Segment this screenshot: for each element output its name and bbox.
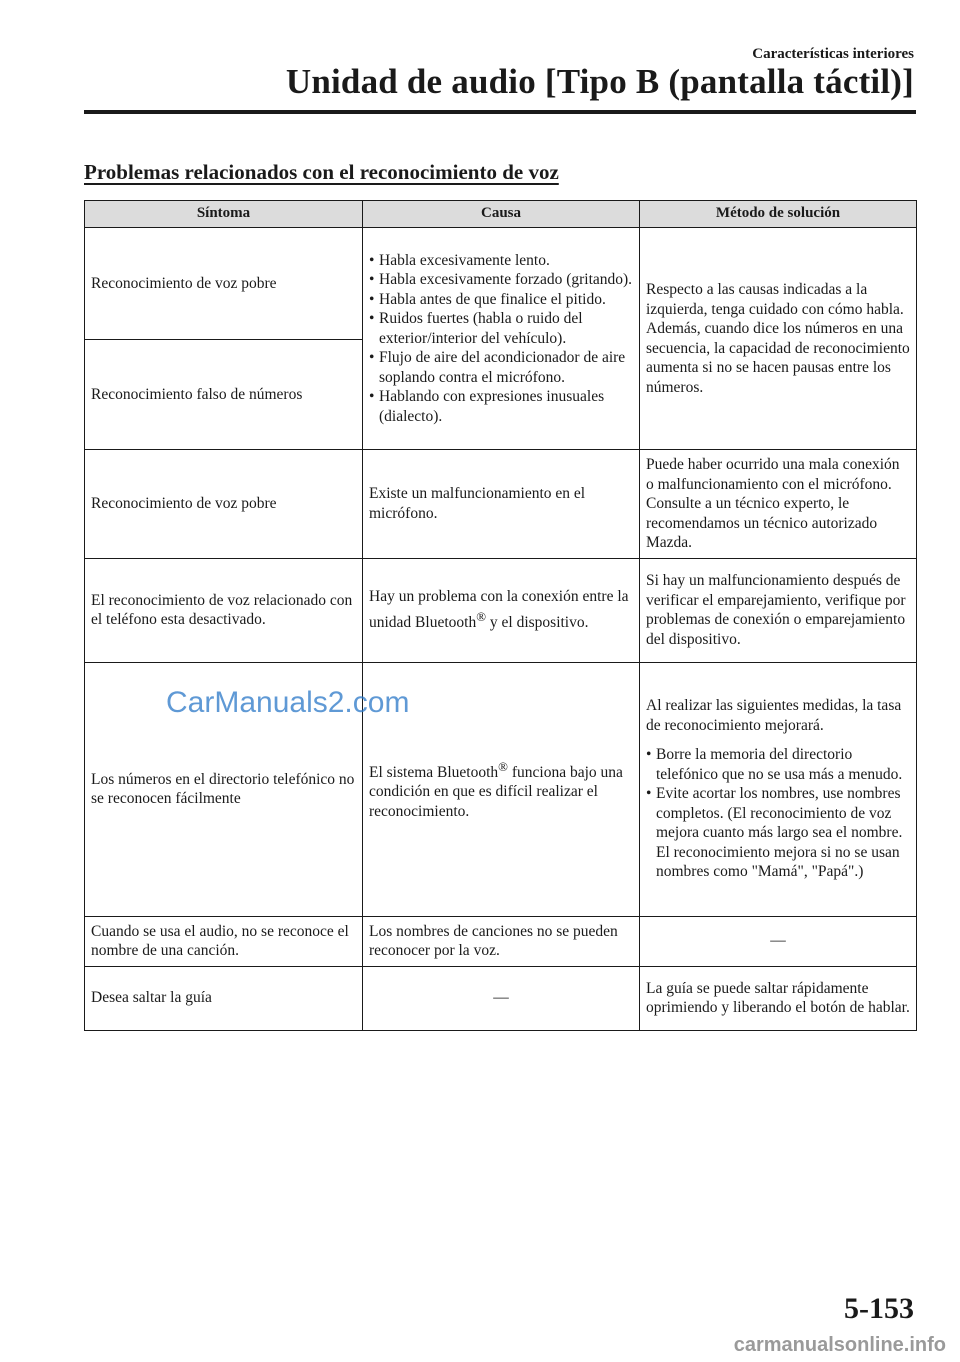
solution-intro: Al realizar las siguientes medidas, la tasa de reconocimiento mejorará. [646,697,902,734]
table-row [85,450,917,559]
solution-cell: La guía se puede saltar rápidamente oprimiendo y liberando el botón de hablar. [640,966,917,1030]
list-item: • Hablando con expresiones inusuales (dialecto). [369,387,633,426]
table-header-row [85,201,917,228]
watermark: CarManuals2.com [166,686,410,719]
symptom-cell: El reconocimiento de voz relacionado con el teléfono esta desactivado. [85,558,363,662]
solution-cell: Si hay un malfuncionamiento después de verificar el emparejamiento, verifique por problemas de conexión o emparejamiento del dispositivo. [640,558,917,662]
table-row [85,966,917,1030]
cause-text: Hay un problema con la conexión entre la unidad Bluetooth [369,588,629,632]
cause-cell: Existe un malfuncionamiento en el micrófono. [363,450,640,559]
cause-text: funciona bajo una condición en que es difícil realizar el reconocimiento. [369,763,623,820]
symptom-cell: Reconocimiento de voz pobre [85,450,363,559]
cause-text: y el dispositivo. [486,614,589,632]
solution-cell: — [640,916,917,966]
section-heading: Problemas relacionados con el reconocimiento de voz [84,160,559,184]
header-rule [84,110,916,114]
cause-text: El sistema Bluetooth [369,763,499,781]
registered-mark: ® [476,608,487,624]
column-header-cause: Causa [363,201,640,228]
column-header-symptom: Síntoma [85,201,363,228]
solution-cell: Respecto a las causas indicadas a la izquierda, tenga cuidado con cómo habla. Además, cuando dice los números en una secuencia, la capacidad de reconocimiento aumenta si no se hacen pausas entre los números. [640,228,917,450]
list-item: • Habla excesivamente forzado (gritando). [369,270,633,290]
page-title: Unidad de audio [Tipo B (pantalla táctil)] [285,62,914,101]
list-item: • Ruidos fuertes (habla o ruido del exterior/interior del vehículo). [369,309,633,348]
page-number: 5-153 [844,1292,914,1325]
list-item: • Habla excesivamente lento. [369,251,633,271]
symptom-cell: Cuando se usa el audio, no se reconoce el nombre de una canción. [85,916,363,966]
cause-cell [363,558,640,662]
solution-cell [640,662,917,916]
registered-mark: ® [498,758,508,774]
cause-list [369,251,633,427]
table-row [85,916,917,966]
list-item: • Flujo de aire del acondicionador de aire soplando contra el micrófono. [369,348,633,387]
table-row [85,558,917,662]
section-label: Características interiores [752,46,914,62]
symptom-cell: Reconocimiento de voz pobre [85,228,363,340]
list-item: • Habla antes de que finalice el pitido. [369,290,633,310]
cause-cell: Los nombres de canciones no se pueden reconocer por la voz. [363,916,640,966]
symptom-cell: Los números en el directorio telefónico no se reconocen fácilmente [85,662,363,916]
solution-list [646,745,910,882]
footer-url: carmanualsonline.info [733,1334,946,1356]
cause-cell: — [363,966,640,1030]
solution-cell: Puede haber ocurrido una mala conexión o malfuncionamiento con el micrófono. Consulte a un técnico experto, le recomendamos un técnico autorizado Mazda. [640,450,917,559]
table-row [85,228,917,340]
cause-cell [363,228,640,450]
troubleshooting-table [84,200,917,1031]
symptom-cell: Desea saltar la guía [85,966,363,1030]
list-item: • Evite acortar los nombres, use nombres completos. (El reconocimiento de voz mejora cuanto más largo sea el nombre. El reconocimiento mejora si no se usan nombres como "Mamá", "Papá".) [646,784,910,882]
symptom-cell: Reconocimiento falso de números [85,340,363,450]
list-item: • Borre la memoria del directorio telefónico que no se usa más a menudo. [646,745,910,784]
column-header-solution: Método de solución [640,201,917,228]
